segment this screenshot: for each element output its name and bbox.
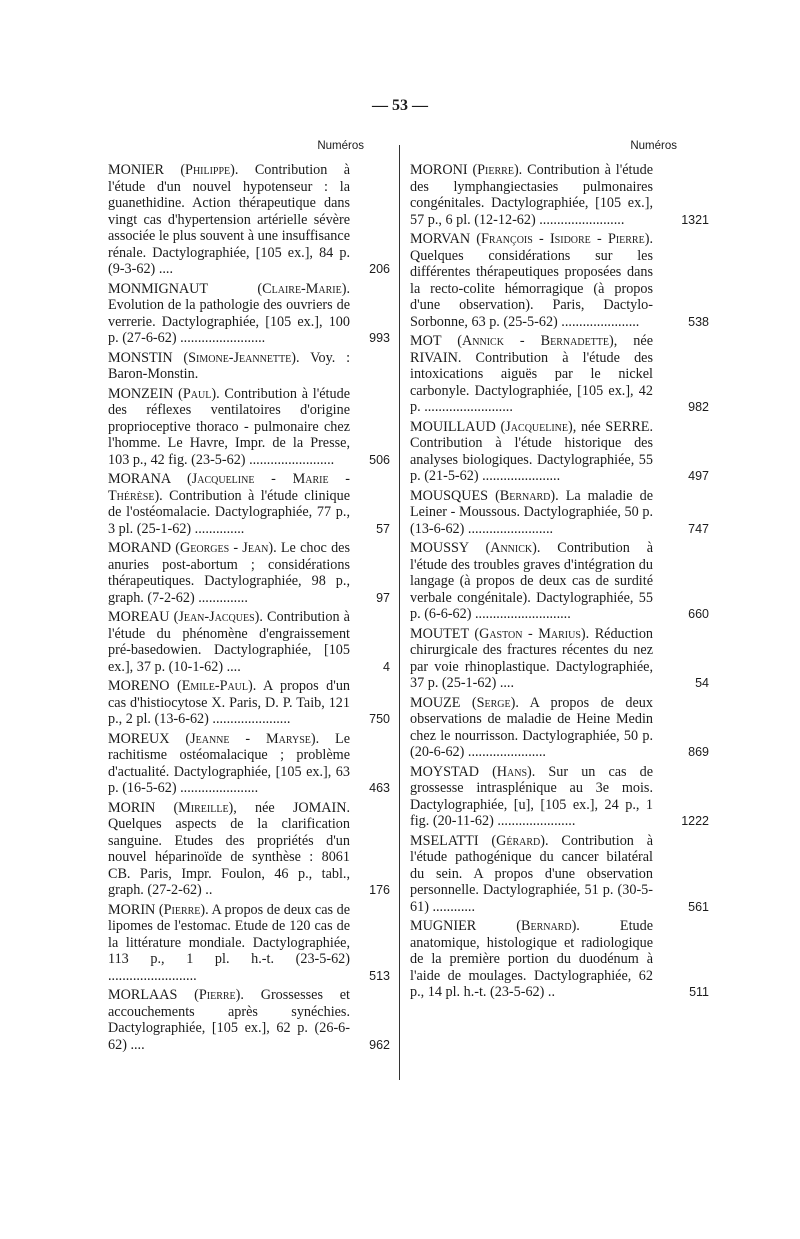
bibliography-entry xyxy=(108,386,390,469)
bibliography-entry xyxy=(410,832,709,916)
bibliography-entry xyxy=(108,281,390,347)
entry-description: Contribution à l'étude des troubles graves d'intégration du langage (à propos de deux cas de surdité verbale congénitale). Dactylographiée, 55 p. (6-6-62) ........................... xyxy=(410,540,653,622)
entry-number: 982 xyxy=(688,400,709,414)
entry-author: MOREAU (Jean-Jacques). xyxy=(108,609,263,625)
entry-description: Voy. : Baron-Monstin. xyxy=(108,349,351,382)
entry-text xyxy=(108,386,390,469)
entry-number: 463 xyxy=(369,781,390,795)
entry-text xyxy=(108,902,390,985)
page-number: — 53 — xyxy=(372,97,428,114)
bibliography-entry xyxy=(410,763,709,830)
entry-description: Contribution à l'étude des lymphangiectasies pulmonaires congénitales. Dactylographiée, [105 ex.], 57 p., 6 pl. (12-12-62) ........................ xyxy=(410,162,653,228)
entry-author: MORIN (Pierre). xyxy=(108,901,209,918)
entry-author: MONIER (Philippe). xyxy=(108,162,239,178)
entry-number: 497 xyxy=(688,469,709,483)
entry-description: Quelques considérations sur les différentes thérapeutiques proposées dans la recto-colite hémorragique (à propos d'une observation). Paris, Dactylo-Sorbonne, 63 p. (25-5-62) ...................... xyxy=(410,247,653,330)
entry-text xyxy=(410,231,693,330)
entry-text xyxy=(410,833,693,916)
entry-author: MOUTET (Gaston - Marius). xyxy=(410,625,590,642)
entry-number: 750 xyxy=(369,712,390,726)
entry-number: 206 xyxy=(369,262,390,276)
entry-description: Contribution à l'étude d'un nouvel hypotenseur : la guanethidine. Action thérapeutique dans vingt cas d'hypertension artérielle sévère associée le plus souvent à une insuffisance rénale. Dactylographiée, [105 ex.], 84 p. (9-3-62) .... xyxy=(108,162,350,277)
entry-description: A propos de deux cas de lipomes de l'estomac. Etude de 120 cas de la littérature mondiale. Dactylographiée, 113 p., 1 pl. h.-t. (23-5-62) ......................... xyxy=(108,901,351,984)
column-header-numeros: Numéros xyxy=(630,140,677,152)
entry-description: Le rachitisme ostéomalacique ; problème d'actualité. Dactylographiée, [105 ex.], 63 p. (16-5-62) ...................... xyxy=(108,730,351,796)
entry-author: MOUSQUES (Bernard). xyxy=(410,487,559,504)
entry-text xyxy=(410,488,693,538)
entry-description: née JOMAIN. Quelques aspects de la clarification sanguine. Etudes des propriétés d'un nouvel héparinoïde de synthèse : 8061 CB. Paris, Impr. Foulon, 46 p., tabl., graph. (27-2-62) .. xyxy=(108,799,351,898)
entry-text xyxy=(108,350,390,383)
entry-text xyxy=(108,540,390,606)
entry-author: MOREUX (Jeanne - Maryse). xyxy=(108,730,320,747)
entry-number: 561 xyxy=(688,899,709,914)
bibliography-entry xyxy=(410,231,709,330)
entry-number: 54 xyxy=(695,676,709,690)
entry-author: MOUSSY (Annick). xyxy=(410,540,541,556)
entry-author: MORONI (Pierre). xyxy=(410,162,523,178)
entry-author: MONZEIN (Paul). xyxy=(108,385,220,402)
entry-text xyxy=(410,419,693,485)
entry-author: MOUILLAUD (Jacqueline), xyxy=(410,418,577,435)
entry-number: 97 xyxy=(376,590,390,605)
entry-author: MONMIGNAUT (Claire-Marie). xyxy=(108,280,350,297)
entry-text xyxy=(108,800,390,899)
entry-number: 962 xyxy=(369,1037,390,1052)
entry-author: MOUZE (Serge). xyxy=(410,694,519,711)
entry-text xyxy=(410,626,693,692)
entry-description: Contribution à l'étude du phénomène d'engraissement pré-basedowien. Dactylographiée, [105 ex.], 37 p. (10-1-62) .... xyxy=(108,609,350,675)
entry-author: MORANA (Jacqueline - Marie - Thérèse). xyxy=(108,471,350,504)
bibliography-entry xyxy=(410,333,709,416)
bibliography-entry xyxy=(108,678,390,728)
column-header-numeros: Numéros xyxy=(317,140,364,152)
entry-description: Grossesses et accouchements après synéchies. Dactylographiée, [105 ex.], 62 p. (26-6-62) .... xyxy=(108,987,350,1053)
right-column xyxy=(410,140,709,1004)
bibliography-entry xyxy=(410,918,709,1001)
entry-number: 511 xyxy=(689,985,709,999)
entry-text xyxy=(108,281,390,347)
bibliography-entry xyxy=(410,540,709,623)
entry-description: Le choc des anuries post-abortum ; considérations thérapeutiques. Dactylographiée, 98 p., graph. (7-2-62) .............. xyxy=(108,540,350,606)
entry-author: MOYSTAD (Hans). xyxy=(410,763,536,780)
column-divider xyxy=(399,145,400,1080)
bibliography-entry xyxy=(410,694,709,761)
entry-author: MORLAAS (Pierre). xyxy=(108,987,244,1003)
bibliography-entry xyxy=(108,902,390,985)
left-column xyxy=(108,140,390,1056)
entry-description: Evolution de la pathologie des ouvriers de verrerie. Dactylographiée, [105 ex.], 100 p. (27-6-62) ........................ xyxy=(108,297,350,346)
bibliography-entry xyxy=(108,350,390,383)
bibliography-entry xyxy=(410,625,709,692)
entry-text xyxy=(108,678,390,728)
entry-author: MORENO (Emile-Paul). xyxy=(108,678,257,694)
entry-text xyxy=(108,731,390,797)
entry-text xyxy=(108,162,390,278)
entry-number: 538 xyxy=(688,314,709,329)
entry-number: 506 xyxy=(369,452,390,467)
entry-text xyxy=(410,333,693,416)
entry-author: MORIN (Mireille), xyxy=(108,799,237,816)
entry-number: 869 xyxy=(688,745,709,759)
entry-number: 1222 xyxy=(681,814,709,828)
entry-text xyxy=(410,764,693,830)
bibliography-entry xyxy=(108,987,390,1053)
bibliography-entry xyxy=(108,609,390,675)
entry-number: 176 xyxy=(369,883,390,897)
entry-list xyxy=(108,162,390,1053)
entry-description: Réduction chirurgicale des fractures récentes du nez par voie rhinoplastique. Dactylographiée, 37 p. (25-1-62) .... xyxy=(410,625,654,691)
entry-number: 4 xyxy=(383,659,390,674)
entry-description: née SERRE. Contribution à l'étude historique des analyses biologiques. Dactylographiée, 55 p. (21-5-62) ...................... xyxy=(410,418,653,484)
entry-text xyxy=(108,987,390,1053)
entry-number: 513 xyxy=(369,968,390,983)
entry-description: Etude anatomique, histologique et radiologique de la première portion du duodénum à l'aide de moulages. Dactylographiée, 62 p., 14 pl. h.-t. (23-5-62) .. xyxy=(410,918,653,1000)
bibliography-entry xyxy=(410,487,709,538)
entry-author: MSELATTI (Gérard). xyxy=(410,832,549,849)
entry-description: Contribution à l'étude des réflexes ventilatoires d'origine proprioceptive thoraco - pulmonaire chez l'homme. Le Havre, Impr. de la Presse, 103 p., 42 fig. (23-5-62) ........................ xyxy=(108,385,350,468)
entry-description: Contribution à l'étude pathogénique du cancer bilatéral du sein. A propos d'une observation personnelle. Dactylographiée, 51 p. (30-5-61) ............ xyxy=(410,832,653,915)
entry-author: MORAND (Georges - Jean). xyxy=(108,540,277,556)
bibliography-entry xyxy=(108,162,390,278)
entry-list xyxy=(410,162,709,1001)
entry-text xyxy=(410,540,693,623)
entry-description: A propos de deux observations de maladie de Heine Medin chez le nourrisson. Dactylographiée, 50 p. (20-6-62) ...................... xyxy=(410,694,653,760)
entry-number: 993 xyxy=(369,331,390,345)
entry-author: MORVAN (François - Isidore - Pierre). xyxy=(410,231,653,247)
bibliography-entry xyxy=(108,540,390,606)
bibliography-entry xyxy=(108,731,390,797)
entry-text xyxy=(108,471,390,537)
entry-description: Sur un cas de grossesse intrasplénique au 3e mois. Dactylographiée, [u], [105 ex.], 24 p., 1 fig. (20-11-62) ...................... xyxy=(410,763,654,829)
entry-text xyxy=(108,609,390,675)
entry-text xyxy=(410,918,693,1001)
entry-description: née RIVAIN. Contribution à l'étude des intoxications aiguës par le nickel carbonyle. Dactylographiée, [105 ex.], 42 p. ......................... xyxy=(410,333,653,415)
entry-description: A propos d'un cas d'histiocytose X. Paris, D. P. Taib, 121 p., 2 pl. (13-6-62) ...................... xyxy=(108,678,351,727)
entry-author: MUGNIER (Bernard). xyxy=(410,918,580,934)
entry-number: 747 xyxy=(688,521,709,536)
entry-number: 57 xyxy=(376,521,390,536)
bibliography-entry xyxy=(108,800,390,899)
bibliography-entry xyxy=(410,162,709,228)
entry-author: MONSTIN (Simone-Jeannette). xyxy=(108,349,300,366)
entry-number: 660 xyxy=(688,607,709,621)
entry-description: Contribution à l'étude clinique de l'ostéomalacie. Dactylographiée, 77 p., 3 pl. (25-1-62) .............. xyxy=(108,487,350,537)
entry-text xyxy=(410,695,693,761)
entry-number: 1321 xyxy=(681,212,709,227)
entry-author: MOT (Annick - Bernadette), xyxy=(410,333,618,349)
entry-description: La maladie de Leiner - Moussous. Dactylographiée, 50 p. (13-6-62) ........................ xyxy=(410,487,654,537)
entry-text xyxy=(410,162,693,228)
bibliography-entry xyxy=(410,418,709,485)
bibliography-entry xyxy=(108,471,390,537)
